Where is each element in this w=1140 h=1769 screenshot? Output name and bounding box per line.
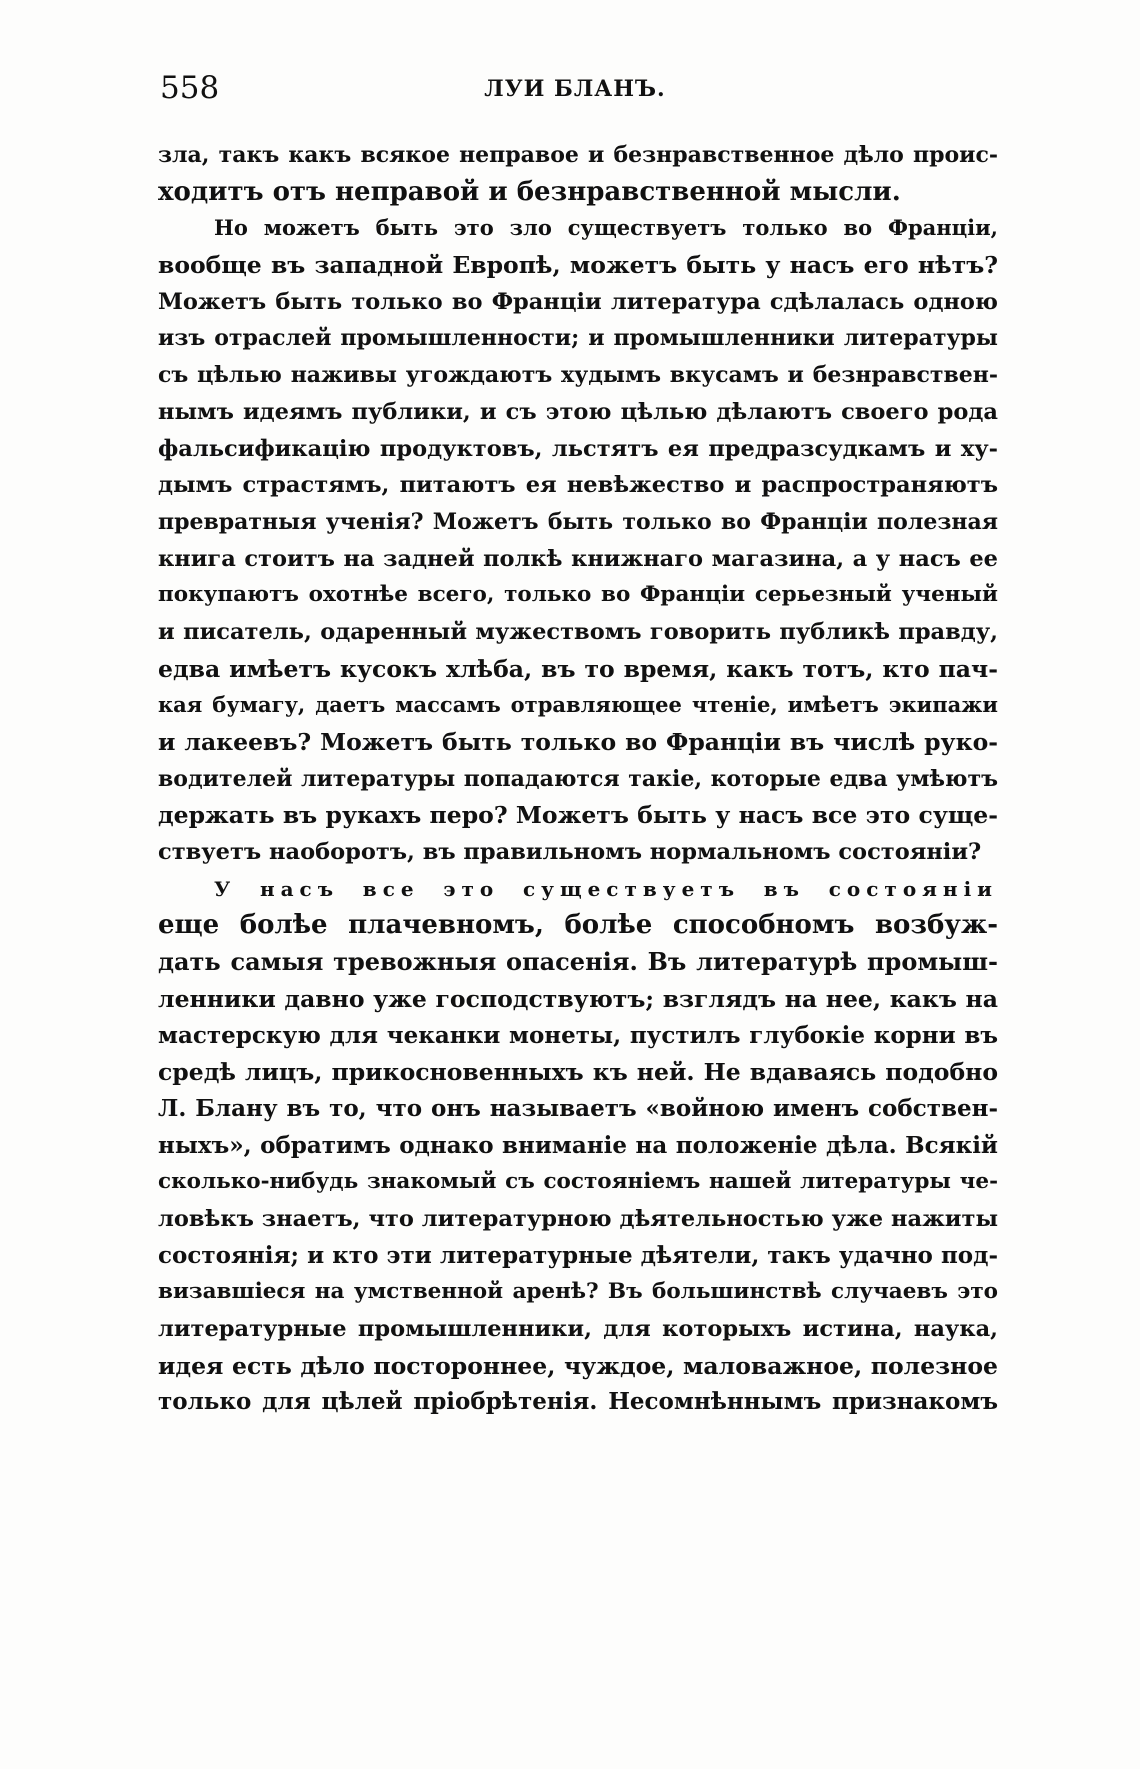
text-line: ловѣкъ знаетъ, что литературною дѣятельностью уже нажиты [158, 1205, 998, 1232]
text-line: состоянія; и кто эти литературные дѣятели, такъ удачно под- [158, 1241, 998, 1269]
text-line: Л. Блану въ то, что онъ называетъ «войною именъ собствен- [158, 1094, 998, 1122]
text-line: еще болѣе плачевномъ, болѣе способномъ возбуж- [158, 910, 998, 941]
running-head: ЛУИ БЛАНЪ. [484, 76, 666, 102]
text-line: дать самыя тревожныя опасенія. Въ литературѣ промыш- [158, 947, 998, 977]
text-line: Можетъ быть только во Франціи литература сдѣлалась одною [158, 288, 998, 315]
text-line: вообще въ западной Европѣ, можетъ быть у насъ его нѣтъ? [158, 251, 998, 280]
text-line: фальсификацію продуктовъ, льстятъ ея предразсудкамъ и ху- [158, 435, 998, 462]
text-line: Но можетъ быть это зло существуетъ только во Франціи, [214, 215, 998, 241]
text-line: едва имѣетъ кусокъ хлѣба, въ то время, какъ тотъ, кто пач- [158, 654, 998, 683]
text-line: мастерскую для чеканки монеты, пустилъ глубокіе корни въ [158, 1021, 998, 1049]
text-line: ленники давно уже господствуютъ; взглядъ на нее, какъ на [158, 984, 998, 1013]
text-line: кая бумагу, даетъ массамъ отравляющее чтеніе, имѣетъ экипажи [158, 692, 998, 718]
text-line: изъ отраслей промышленности; и промышленники литературы [158, 325, 998, 352]
text-line: литературные промышленники, для которыхъ истина, наука, [158, 1316, 998, 1342]
text-line: визавшіеся на умственной аренѣ? Въ большинствѣ случаевъ это [158, 1279, 998, 1305]
text-line: ствуетъ наоборотъ, въ правильномъ нормальномъ состояніи? [158, 839, 982, 866]
text-line: съ цѣлью наживы угождаютъ худымъ вкусамъ и безнравствен- [158, 362, 998, 389]
text-line: и писатель, одаренный мужествомъ говорить публикѣ правду, [158, 618, 998, 645]
text-line: превратныя ученія? Можетъ быть только во Франціи полезная [158, 508, 998, 535]
text-line: держать въ рукахъ перо? Можетъ быть у насъ все это суще- [158, 801, 998, 830]
page-number: 558 [160, 70, 220, 106]
text-line: ходитъ отъ неправой и безнравственной мысли. [158, 176, 901, 207]
text-line: У насъ все это существуетъ въ состояніи [214, 876, 998, 901]
body-text [158, 137, 998, 1421]
text-line: нымъ идеямъ публики, и съ этою цѣлью дѣлаютъ своего рода [158, 398, 998, 425]
text-line: дымъ страстямъ, питаютъ ея невѣжество и распространяютъ [158, 472, 998, 499]
text-line: водителей литературы попадаются такіе, которые едва умѣютъ [158, 765, 998, 792]
text-line: зла, такъ какъ всякое неправое и безнравственное дѣло проис- [158, 142, 998, 168]
text-line: средѣ лицъ, прикосновенныхъ къ ней. Не вдаваясь подобно [158, 1058, 998, 1087]
page-header [150, 70, 1000, 110]
text-line: покупаютъ охотнѣе всего, только во Франціи серьезный ученый [158, 582, 998, 608]
text-line: и лакеевъ? Можетъ быть только во Франціи въ числѣ руко- [158, 728, 998, 756]
text-line: сколько-нибудь знакомый съ состояніемъ нашей литературы че- [158, 1169, 998, 1195]
text-line: ныхъ», обратимъ однако вниманіе на положеніе дѣла. Всякій [158, 1131, 998, 1159]
text-line: идея есть дѣло постороннее, чуждое, маловажное, полезное [158, 1351, 998, 1380]
text-line: книга стоитъ на задней полкѣ книжнаго магазина, а у насъ ее [158, 545, 998, 572]
text-line: только для цѣлей пріобрѣтенія. Несомнѣннымъ признакомъ [158, 1388, 998, 1416]
